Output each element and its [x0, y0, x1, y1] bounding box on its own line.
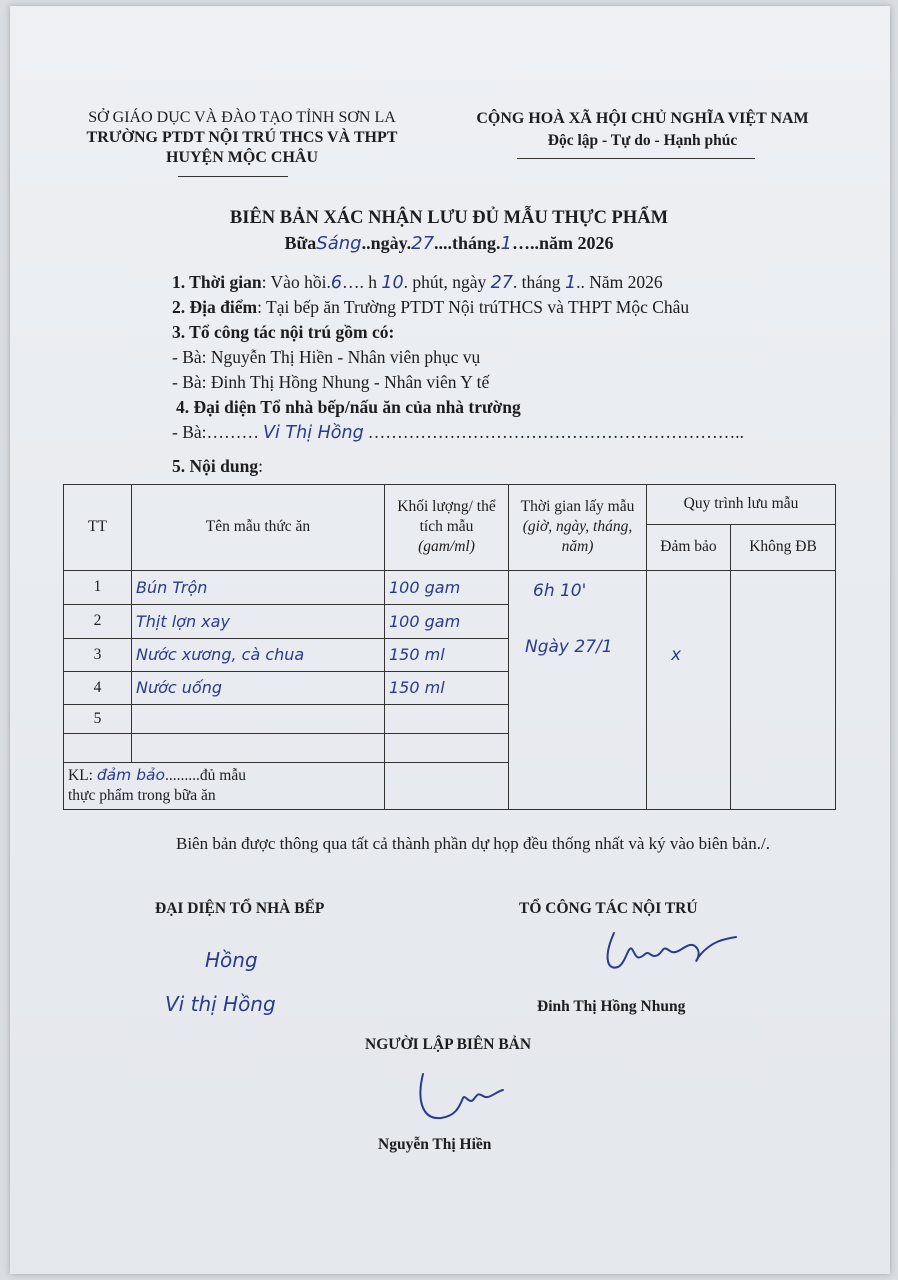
row-mass: 150 ml — [385, 671, 509, 704]
subtitle-part: Bữa — [284, 233, 317, 253]
header-left — [62, 108, 422, 168]
kitchen-rep-signature-1: Hồng — [205, 948, 258, 972]
not-ok-cell — [731, 570, 836, 809]
header-right-line-1: CỘNG HOÀ XÃ HỘI CHỦ NGHĨA VIỆT NAM — [476, 110, 809, 127]
header-time-text: Thời gian lấy mẫu — [520, 498, 635, 516]
section-time-part: . phút, ngày — [403, 272, 491, 292]
row-tt: 5 — [64, 704, 132, 734]
row-tt: 3 — [64, 638, 132, 671]
section-location-text: : Tại bếp ăn Trường PTDT Nội trúTHCS và THPT Mộc Châu — [257, 297, 690, 317]
header-food-name: Tên mẫu thức ăn — [132, 485, 385, 571]
section-time-part: …. h — [341, 272, 382, 292]
header-not-ok: Không ĐB — [731, 524, 836, 570]
subtitle-part: ....tháng. — [434, 233, 501, 253]
food-sample-table — [63, 484, 836, 810]
header-left-rule — [178, 176, 288, 177]
kitchen-rep-name-handwritten: Vi Thị Hồng — [263, 423, 364, 443]
sample-time-cell — [509, 570, 647, 809]
row-mass: 150 ml — [385, 638, 509, 671]
kitchen-rep-signature-2: Vi thị Hồng — [165, 992, 276, 1016]
board-title: TỔ CÔNG TÁC NỘI TRÚ — [519, 900, 698, 917]
section-time-part: : Vào hồi. — [261, 272, 331, 292]
recorder-title: NGƯỜI LẬP BIÊN BẢN — [365, 1036, 532, 1053]
header-time — [509, 485, 647, 571]
meal-handwritten: Sáng — [316, 233, 362, 254]
section-location-label: 2. Địa điểm — [172, 297, 258, 317]
conclusion-prefix: KL: — [68, 767, 97, 785]
row-mass — [385, 704, 509, 734]
conclusion-line-1 — [68, 765, 380, 786]
row-food-name: Bún Trộn — [132, 570, 385, 604]
document-subtitle — [0, 233, 898, 254]
month-handwritten: 1 — [564, 273, 577, 293]
header-right-line-2: Độc lập - Tự do - Hạnh phúc — [547, 132, 738, 149]
row-mass: 100 gam — [385, 604, 509, 638]
section-time-part: .. Năm 2026 — [576, 272, 663, 292]
header-process: Quy trình lưu mẫu — [647, 485, 836, 525]
header-left-line-1: SỞ GIÁO DỤC VÀ ĐÀO TẠO TỈNH SƠN LA — [88, 109, 396, 126]
conclusion-suffix: .........đủ mẫu — [165, 767, 246, 785]
kitchen-rep-dots: ……………………………………………………….. — [367, 422, 744, 442]
conclusion-cell — [64, 762, 385, 809]
header-mass-unit: (gam/ml) — [418, 538, 475, 556]
ok-mark-handwritten: x — [671, 644, 682, 665]
section-location — [172, 297, 689, 318]
section-content — [172, 456, 263, 477]
month-handwritten: 1 — [500, 233, 512, 254]
header-left-line-2: TRƯỜNG PTDT NỘI TRÚ THCS VÀ THPT — [86, 129, 398, 146]
section-content-label: 5. Nội dung — [172, 456, 259, 476]
subtitle-part: ..ngày. — [361, 233, 412, 253]
recorder-name: Nguyễn Thị Hiền — [378, 1136, 492, 1153]
sample-time-handwritten: 6h 10' — [533, 580, 587, 601]
recorder-signature-mark — [415, 1068, 515, 1128]
hour-handwritten: 6 — [330, 273, 342, 293]
kitchen-rep-title: ĐẠI DIỆN TỔ NHÀ BẾP — [155, 900, 325, 917]
board-signature-mark — [600, 925, 750, 980]
kitchen-rep-prefix: - Bà:……… — [172, 422, 260, 442]
row-food-name: Nước uống — [132, 671, 385, 704]
section-time-label: 1. Thời gian — [172, 272, 262, 292]
row-mass: 100 gam — [385, 570, 509, 604]
empty-cell — [385, 762, 509, 809]
day-handwritten: 27 — [411, 233, 435, 254]
header-right-rule — [517, 158, 755, 159]
header-left-line-3: HUYỆN MỘC CHÂU — [166, 149, 318, 166]
ok-cell — [647, 570, 731, 809]
row-tt: 2 — [64, 604, 132, 638]
header-time-unit: (giờ, ngày, tháng, năm) — [522, 518, 633, 556]
subtitle-part: …..năm 2026 — [512, 233, 614, 253]
kitchen-rep-line — [172, 422, 744, 443]
sample-date-handwritten: Ngày 27/1 — [525, 636, 613, 657]
header-right — [455, 108, 830, 152]
conclusion-handwritten: đảm bảo — [96, 766, 166, 785]
header-tt: TT — [64, 485, 132, 571]
row-tt: 4 — [64, 671, 132, 704]
header-mass — [385, 485, 509, 571]
empty-cell — [132, 734, 385, 763]
row-food-name: Nước xương, cà chua — [132, 638, 385, 671]
section-time-part: . tháng — [512, 272, 565, 292]
conclusion-line-2: thực phẩm trong bữa ăn — [68, 787, 216, 805]
empty-cell — [64, 734, 132, 763]
row-food-name — [132, 704, 385, 734]
team-member-1: - Bà: Nguyễn Thị Hiền - Nhân viên phục vụ — [172, 347, 481, 367]
minute-handwritten: 10 — [381, 273, 404, 293]
section-kitchen-label: 4. Đại diện Tổ nhà bếp/nấu ăn của nhà trường — [176, 397, 521, 417]
empty-cell — [385, 734, 509, 763]
section-time — [172, 272, 663, 293]
section-team-label: 3. Tổ công tác nội trú gồm có: — [172, 322, 395, 342]
board-name: Đinh Thị Hồng Nhung — [537, 998, 686, 1015]
section-content-colon: : — [258, 456, 263, 476]
closing-paragraph: Biên bản được thông qua tất cả thành phần dự họp đều thống nhất và ký vào biên bản./. — [176, 834, 770, 853]
header-ok: Đảm bảo — [647, 524, 731, 570]
document-title: BIÊN BẢN XÁC NHẬN LƯU ĐỦ MẪU THỰC PHẨM — [229, 208, 669, 228]
team-member-2: - Bà: Đinh Thị Hồng Nhung - Nhân viên Y tế — [172, 372, 490, 392]
row-food-name: Thịt lợn xay — [132, 604, 385, 638]
table-row — [64, 570, 836, 604]
header-mass-text: Khối lượng/ thể tích mẫu — [397, 498, 496, 536]
day-handwritten: 27 — [490, 273, 513, 293]
row-tt: 1 — [64, 570, 132, 604]
